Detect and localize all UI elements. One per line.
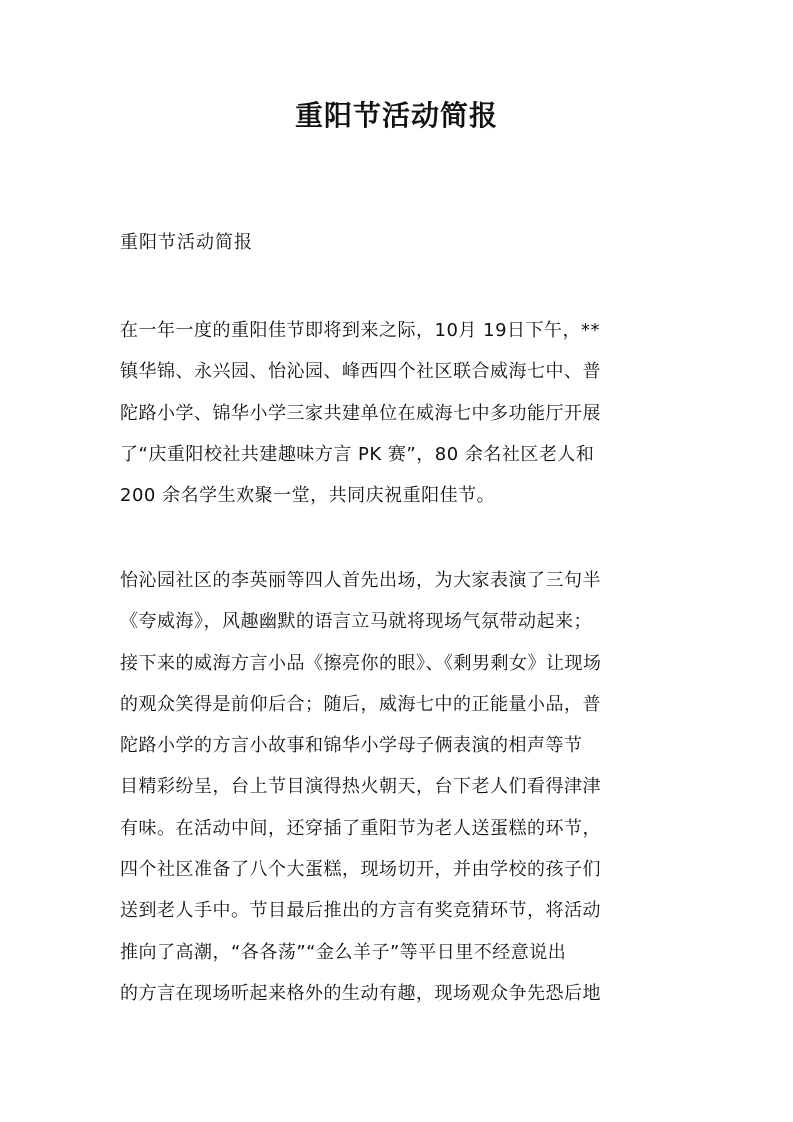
text-line: 接下来的威海方言小品《擦亮你的眼》、《剩男剩女》让现场 <box>120 652 602 674</box>
text-line: 200 余名学生欢聚一堂，共同庆祝重阳佳节。 <box>120 485 496 507</box>
text-line: 镇华锦、永兴园、怡沁园、峰西四个社区联合威海七中、普 <box>120 361 601 383</box>
text-line: 在一年一度的重阳佳节即将到来之际，10月 19日下午，** <box>120 320 601 341</box>
document-title: 重阳节活动简报 <box>294 99 498 132</box>
text-line: 送到老人手中。节目最后推出的方言有奖竞猜环节，将活动 <box>120 900 601 922</box>
text-line: 《夸威海》，风趣幽默的语言立马就将现场气氛带动起来； <box>120 611 592 633</box>
text-line: 推向了高潮，“各各荡”“金么羊子”等平日里不经意说出 <box>120 941 567 963</box>
text-line: 怡沁园社区的李英丽等四人首先出场，为大家表演了三句半 <box>120 570 601 591</box>
text-line: 目精彩纷呈，台上节目演得热火朝天，台下老人们看得津津 <box>120 776 601 798</box>
paragraph-intro <box>120 310 680 516</box>
paragraph-body <box>120 560 680 1014</box>
text-line: 了“庆重阳校社共建趣味方言 PK 赛”，80 余名社区老人和 <box>120 443 595 465</box>
text-line: 的观众笑得是前仰后合；随后，威海七中的正能量小品，普 <box>120 693 601 715</box>
text-line: 四个社区准备了八个大蛋糕，现场切开，并由学校的孩子们 <box>120 859 601 881</box>
text-line: 有味。在活动中间，还穿插了重阳节为老人送蛋糕的环节， <box>120 817 601 839</box>
document-subtitle: 重阳节活动简报 <box>120 232 253 253</box>
text-line: 陀路小学的方言小故事和锦华小学母子俩表演的相声等节 <box>120 735 583 757</box>
text-line: 陀路小学、锦华小学三家共建单位在威海七中多功能厅开展 <box>120 402 601 424</box>
text-line: 的方言在现场听起来格外的生动有趣，现场观众争先恐后地 <box>120 982 601 1004</box>
